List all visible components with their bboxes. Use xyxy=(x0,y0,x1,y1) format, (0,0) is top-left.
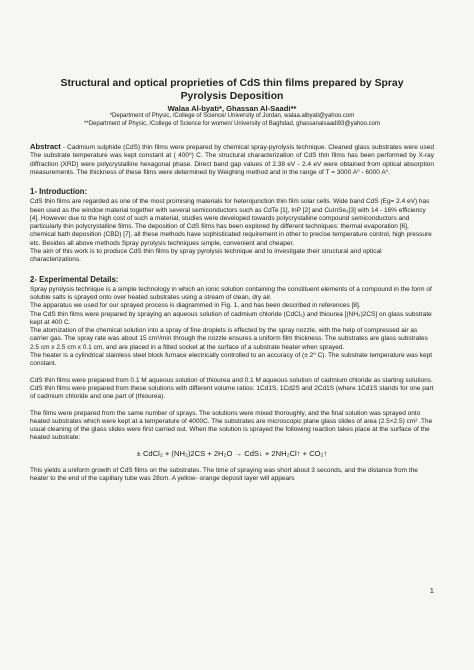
affiliation-2: **Department of Physic, /College of Science for women/ University of Baghdad, ghassanalsaadi93@yahoo.com xyxy=(84,120,380,127)
authors: Walaa Al-byati*, Ghassan Al-Saadi** xyxy=(167,104,297,113)
spacer xyxy=(30,402,434,410)
page-number: 1 xyxy=(429,586,434,595)
affiliation-1: *Department of Physic, /College of Science/ University of Jordan, walaa.albyati@yahoo.com xyxy=(109,113,355,120)
experimental-paragraph: The CdS thin films were prepared by spraying an aqueous solution of cadmium chloride (CdCl₂) and thiourea [(NH₂)2CS] on glass substrate kept at 400 C. xyxy=(30,310,432,326)
abstract-text: - Cadmium sulphide (CdS) thin films were prepared by chemical spray-pyrolysis technique. Cleaned glass substrates were used The substrate temperature was kept constant at ( 400⁰) C. The structural characterization of CdS thin films has been performed by X-ray diffraction (XRD) were polycrystalline hexagonal phase. Direct band gap values of 2.38 eV - 2.4 eV were obtained from optical absorption measurements. The thickness of these films were determined by Weighing method and in the range of T = 3000 A⁰ - 6000 A⁰. xyxy=(30,144,434,176)
abstract xyxy=(30,143,434,177)
intro-paragraph: CdS thin films are regarded as one of the most promising materials for heterojunction thin film solar cells. Wide band CdS (Eg= 2.4 eV) has been used as the window material together with several semiconductors such as CdTe [1], InP [2] and CuInSe₂[3] with 14 - 16% efficiency [4]. However due to the high cost of such a material, studies were developed towards polycrystalline compound semiconductors and particularly thin polycrystalline films. The deposition of CdS films has been explored by different techniques: thermal evaporation [6], chemical bath deposition (CBD) [7], all these methods have sophisticated requirement in other to precise temperature control, high pressure etc. Besides all above methods Spray pyrolysis techniques simple, convenient and cheaper. xyxy=(30,198,432,247)
experimental-paragraph: The films were prepared from the same number of sprays. The solutions were mixed thoroughly, and the final solution was sprayed onto heated substrates which were kept at a temperature of 4000C. The substrates are microscopic plane glass slides of area (2.5×2.5) cm² .The usual cleaning of the glass slides were first carried out. When the solution is sprayed the following reaction takes place at the surface of the heated substrate: xyxy=(30,409,433,442)
experimental-paragraph: This yields a uniform growth of CdS films on the substrates. The time of spraying was short about 3 seconds, and the distance from the heater to the end of the capillary tube was 28cm. A yellow- orange deposit layer will appears xyxy=(30,467,418,483)
section-heading-introduction: 1- Introduction: xyxy=(30,187,88,197)
abstract-heading: Abstract xyxy=(30,142,61,152)
intro-paragraph: The aim of this work is to produce CdS thin films by spray pyrolysis technique and to investigate their structural and optical characterizations. xyxy=(30,248,382,264)
spacer xyxy=(30,369,434,377)
experimental-paragraph: The heater is a cylindrical stainless steel block furnace electrically controlled to an accuracy of (± 2⁰ C). The substrate temperature was kept constant. xyxy=(30,352,433,368)
section-heading-experimental: 2- Experimental Details: xyxy=(30,274,119,284)
paper-title: Structural and optical proprieties of CdS thin films prepared by Spray Pyrolysis Deposition xyxy=(60,78,404,102)
experimental-paragraph: The atomization of the chemical solution into a spray of fine droplets is effected by the spray nozzle, with the help of compressed air as carrier gas. The spray rate was about 15 cm³/min through the nozzle ensures a uniform film thickness. The substrates are glass substrates 2.5 cm x 2.5 cm x 0.1 cm, and are placed in a fitted socket at the surface of a substrate heater when sprayed. xyxy=(30,327,428,351)
experimental-paragraph: The apparatus we used for our sprayed process is diagrammed in Fig. 1, and has been described in references [8]. xyxy=(30,302,361,310)
reaction-equation: ± CdCl₂ + (NH₂)2CS + 2H₂O → CdS↓ + 2NH₂Cl↑ + CO₂↑ xyxy=(136,448,328,458)
experimental-paragraph: Spray pyrolysis technique is a simple technology in which an ionic solution containing the constituent elements of a compound in the form of soluble salts is sprayed onto over heated substrates using a stream of clean, dry air. xyxy=(30,285,432,301)
experimental-paragraph: CdS thin films were prepared from 0.1 M aqueous solution of thiourea and 0.1 M aqueous solution of cadmium chloride as starting solutions. CdS thin films were prepared from these solutions with different volume ratios: 1Cd1S, 1Cd2S and 2Cd1S (where 1Cd1S stands for one part of cadmium chloride and one part of (thiourea). xyxy=(30,376,434,401)
